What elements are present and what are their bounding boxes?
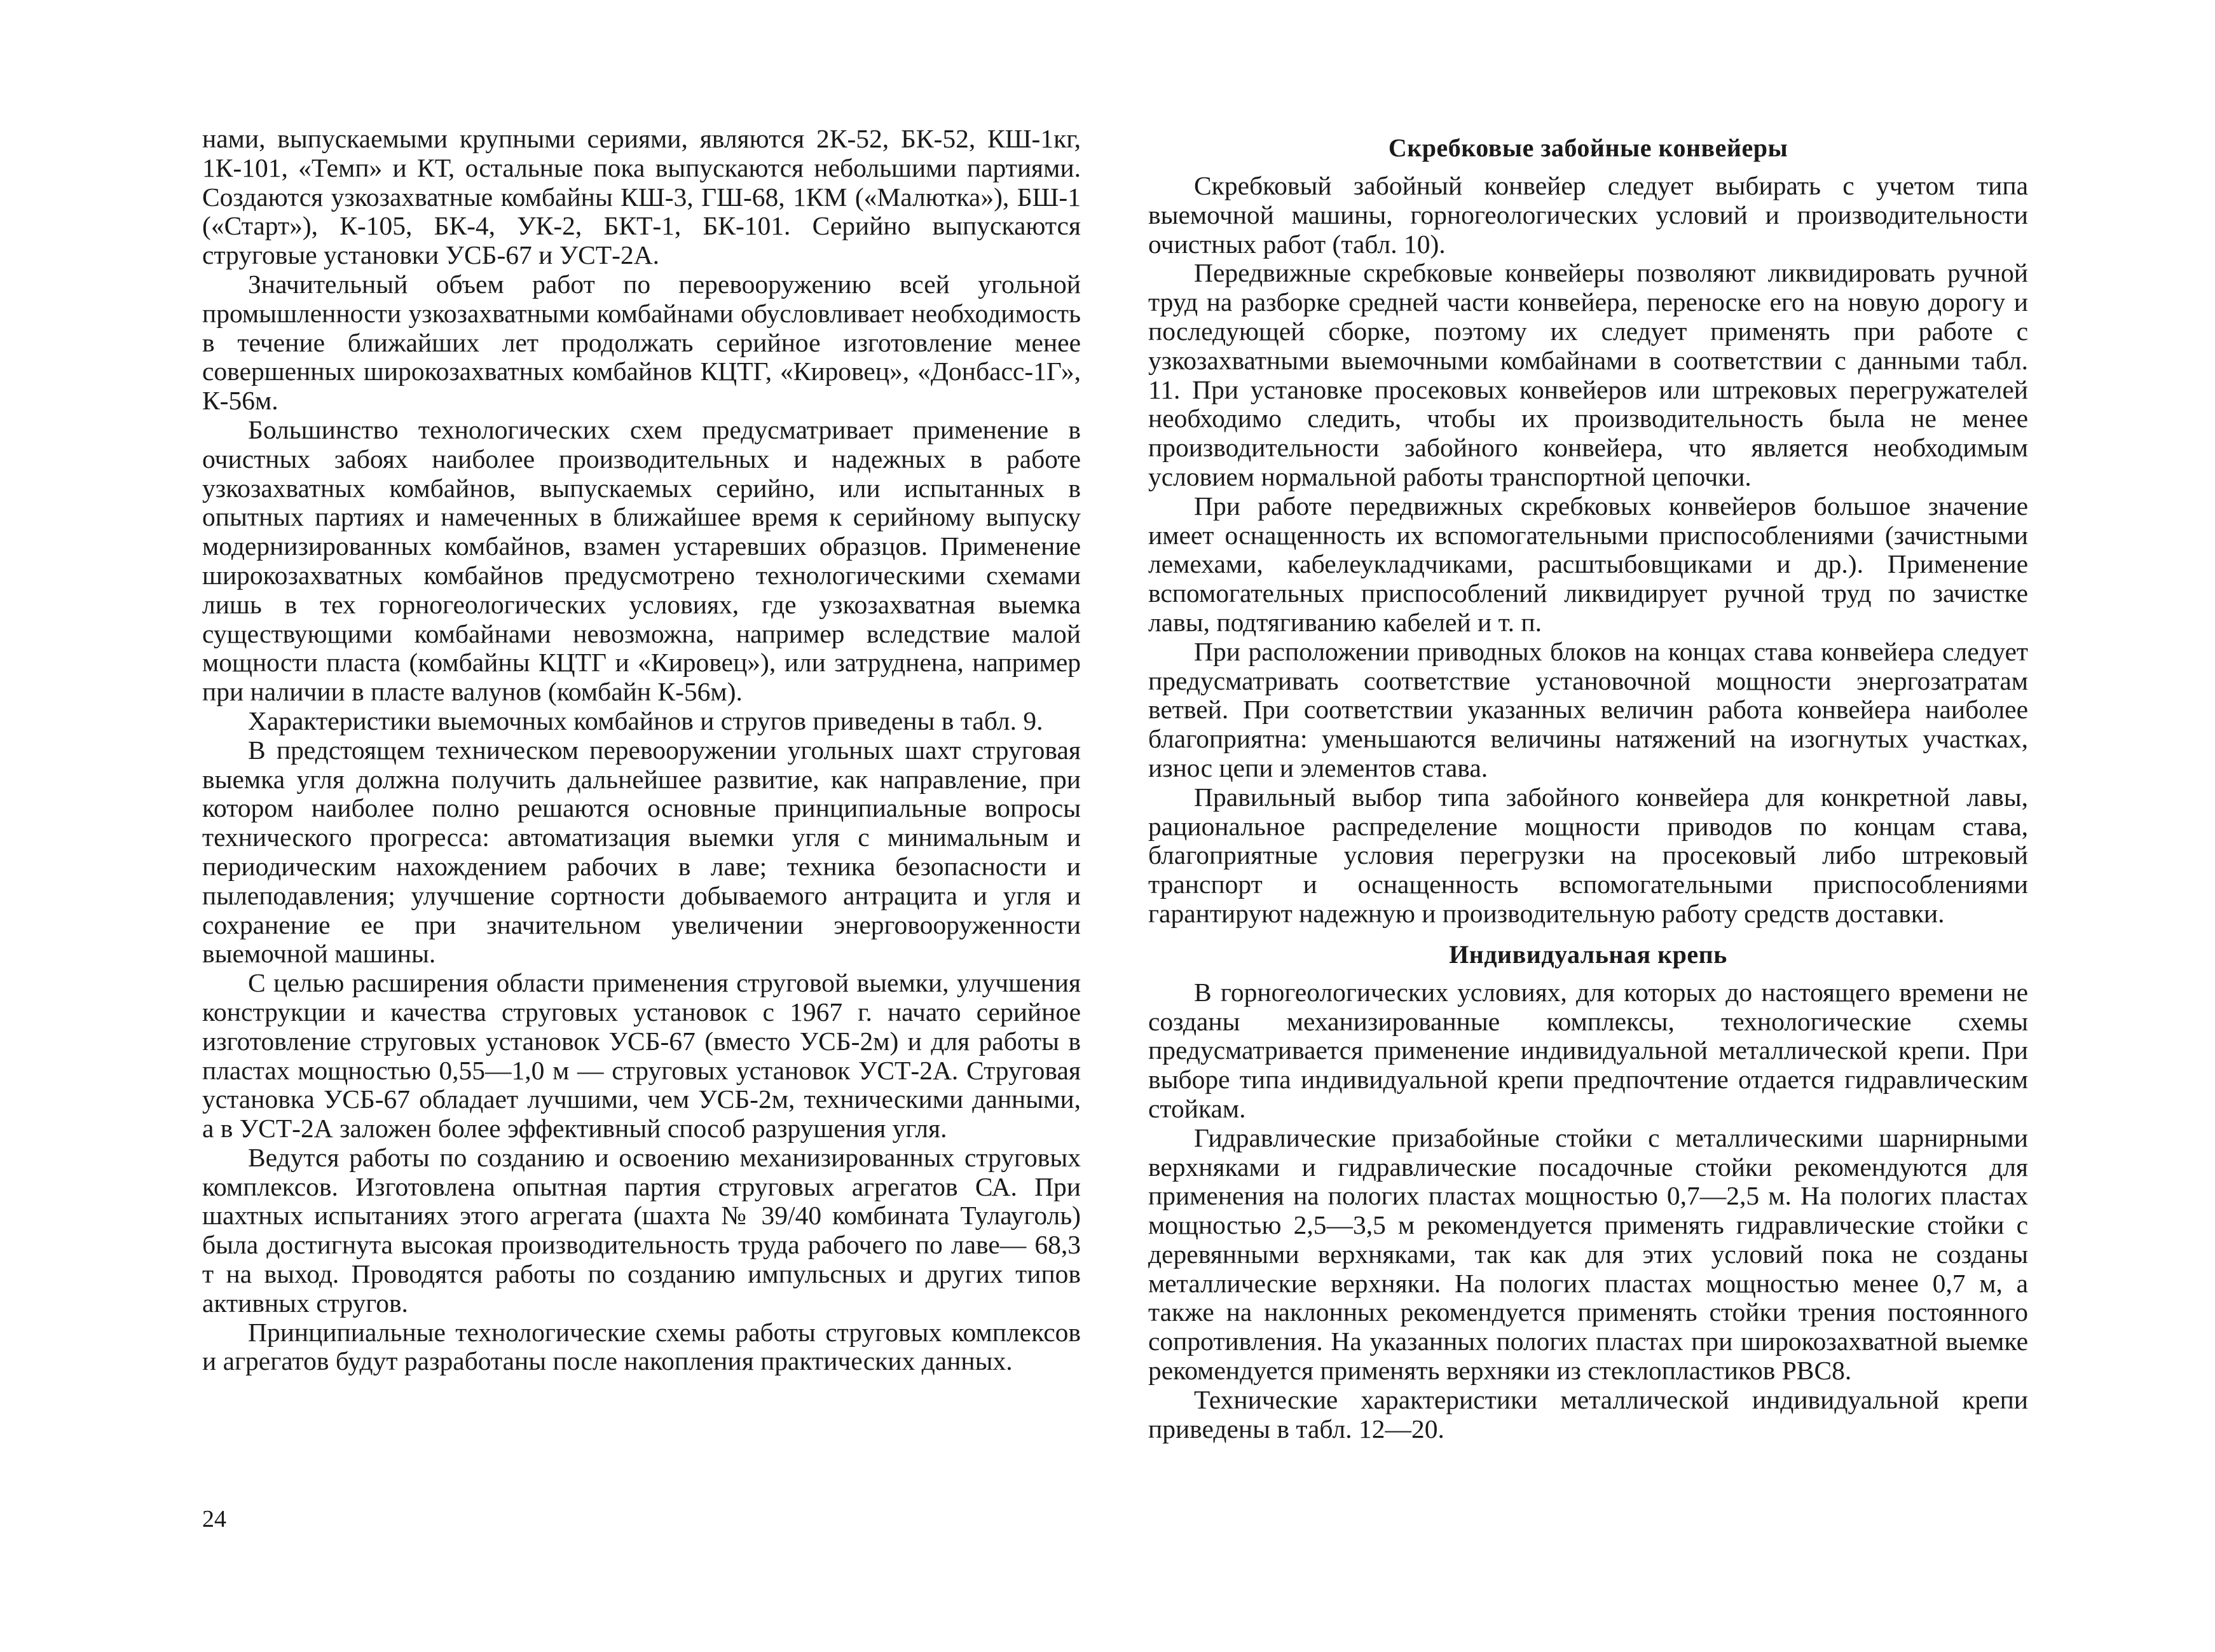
paragraph: Скребковый забойный конвейер следует выбирать с учетом типа выемочной машины, горногеологических условий и производительности очистных работ (табл. 10). xyxy=(1148,171,2028,259)
paragraph: Ведутся работы по созданию и освоению механизированных струговых комплексов. Изготовлена опытная партия струговых агрегатов СА. При шахтных испытаниях этого агрегата (шахта № 39/40 комбината Тулауголь) была достигнута высокая производительность труда рабочего по лаве— 68,3 т на выход. Проводятся работы по созданию импульсных и других типов активных стругов. xyxy=(202,1142,1081,1318)
section-heading: Скребковые забойные конвейеры xyxy=(1388,133,1788,162)
paragraph: В горногеологических условиях, для которых до настоящего времени не созданы механизированные комплексы, технологические схемы предусматривается применение индивидуальной металлической крепи. При выборе типа индивидуальной крепи предпочтение отдается гидравлическим стойкам. xyxy=(1148,977,2028,1123)
left-column xyxy=(202,125,1081,1376)
paragraph: Правильный выбор типа забойного конвейера для конкретной лавы, рациональное распределение мощности приводов по концам става, благоприятные условия перегрузки на просековый либо штрековый транспорт и оснащенность вспомогательными приспособлениями гарантируют надежную и производительную работу средств доставки. xyxy=(1148,782,2028,928)
paragraph: Значительный объем работ по перевооружению всей угольной промышленности узкозахватными комбайнами обусловливает необходимость в течение ближайших лет продолжать серийное изготовление менее совершенных широкозахватных комбайнов КЦТГ, «Кировец», «Донбасс-1Г», К-56м. xyxy=(202,269,1081,416)
right-column xyxy=(1148,133,2028,1444)
paragraph: нами, выпускаемыми крупными сериями, являются 2К-52, БК-52, КШ-1кг, 1К-101, «Темп» и КТ, остальные пока выпускаются небольшими партиями. Создаются узкозахватные комбайны КШ-3, ГШ-68, 1КМ («Малютка»), БШ-1 («Старт»), К-105, БК-4, УК-2, БКТ-1, БК-101. Серийно выпускаются струговые установки УСБ-67 и УСТ-2А. xyxy=(202,124,1081,270)
paragraph: С целью расширения области применения струговой выемки, улучшения конструкции и качества струговых установок с 1967 г. начато серийное изготовление струговых установок УСБ-67 (вместо УСБ-2м) и для работы в пластах мощностью 0,55—1,0 м — струговых установок УСТ-2А. Струговая установка УСБ-67 обладает лучшими, чем УСБ-2м, техническими данными, а в УСТ-2А заложен более эффективный способ разрушения угля. xyxy=(202,968,1081,1143)
paragraph: При работе передвижных скребковых конвейеров большое значение имеет оснащенность их вспомогательными приспособлениями (зачистными лемехами, кабелеукладчиками, расштыбовщиками и др.). Применение вспомогательных приспособлений ликвидирует ручной труд по зачистке лавы, подтягиванию кабелей и т. п. xyxy=(1148,491,2028,637)
paragraph: Технические характеристики металлической индивидуальной крепи приведены в табл. 12—20. xyxy=(1148,1384,2028,1444)
section-heading: Индивидуальная крепь xyxy=(1449,939,1727,969)
paragraph: В предстоящем техническом перевооружении угольных шахт струговая выемка угля должна получить дальнейшее развитие, как направление, при котором наиболее полно решаются основные принципиальные вопросы технического прогресса: автоматизация выемки угля с минимальным и периодическим нахождением рабочих в лаве; техника безопасности и пылеподавления; улучшение сортности добываемого антрацита и угля и сохранение ее при значительном увеличении энерговооруженности выемочной машины. xyxy=(202,735,1081,969)
paragraph: Характеристики выемочных комбайнов и стругов приведены в табл. 9. xyxy=(248,706,1043,735)
paragraph: Гидравлические призабойные стойки с металлическими шарнирными верхняками и гидравлические посадочные стойки рекомендуются для применения на пологих пластах мощностью 0,7—2,5 м. На пологих пластах мощностью 2,5—3,5 м рекомендуется применять гидравлические стойки с деревянными верхняками, так как для этих условий пока не созданы металлические верхняки. На пологих пластах мощностью менее 0,7 м, а также на наклонных рекомендуется применять стойки трения постоянного сопротивления. На указанных пологих пластах при широкозахватной выемке рекомендуется применять верхняки из стеклопластиков РВС8. xyxy=(1148,1123,2028,1386)
paragraph: При расположении приводных блоков на концах става конвейера следует предусматривать соответствие установочной мощности энергозатратам ветвей. При соответствии указанных величин работа конвейера наиболее благоприятна: уменьшаются величины натяжений на изогнутых участках, износ цепи и элементов става. xyxy=(1148,636,2028,782)
page-number: 24 xyxy=(202,1506,226,1533)
paragraph: Принципиальные технологические схемы работы струговых комплексов и агрегатов будут разработаны после накопления практических данных. xyxy=(202,1317,1081,1376)
paragraph: Большинство технологических схем предусматривает применение в очистных забоях наиболее производительных и надежных в работе узкозахватных комбайнов, выпускаемых серийно, или испытанных в опытных партиях и намеченных в ближайшее время к серийному выпуску модернизированных комбайнов, взамен устаревших образцов. Применение широкозахватных комбайнов предусмотрено технологическими схемами лишь в тех горногеологических условиях, где узкозахватная выемка существующими комбайнами невозможна, например вследствие малой мощности пласта (комбайны КЦТГ и «Кировец»), или затруднена, например при наличии в пласте валунов (комбайн К-56м). xyxy=(202,414,1081,707)
paragraph: Передвижные скребковые конвейеры позволяют ликвидировать ручной труд на разборке средней части конвейера, переноске его на новую дорогу и последующей сборке, поэтому их следует применять при работе с узкозахватными выемочными комбайнами в соответствии с данными табл. 11. При установке просековых конвейеров или штрековых перегружателей необходимо следить, чтобы их производительность была не менее производительности забойного конвейера, что является необходимым условием нормальной работы транспортной цепочки. xyxy=(1148,258,2028,491)
